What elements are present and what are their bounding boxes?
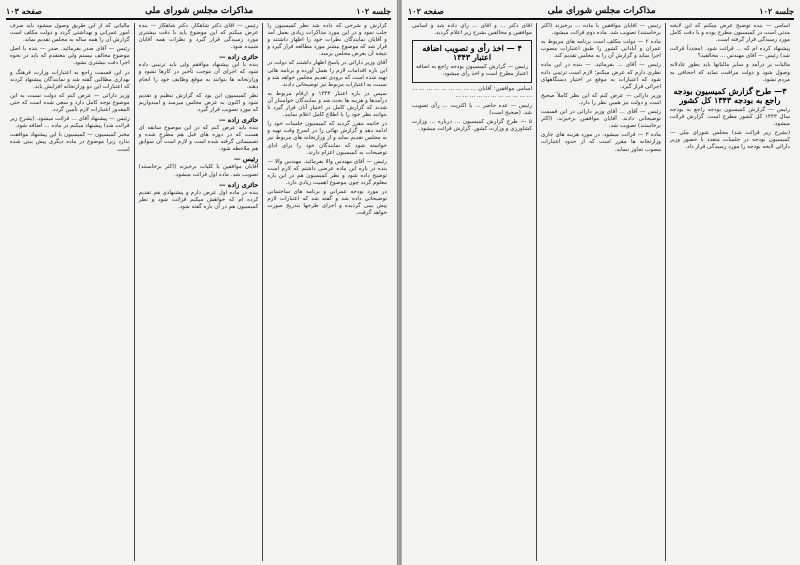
- paragraph: گزارش و شرحی که داده شد نظر کمیسیون را جلب نمود و در این مورد مذاکرات زیادی بعمل آمد و آقایان نمایندگان نظرات خود را اظهار داشتند و قرار شد که موضوع بیشتر مورد مطالعه قرار گیرد و نتیجه آن بعرض مجلس برسد.: [267, 23, 387, 58]
- paragraph: در این قسمت راجع به اعتبارات وزارت فرهنگ و بهداری مطالبی گفته شد و نمایندگان پیشنهاد کردند که اعتبارات این دو وزارتخانه افزایش یابد.: [9, 69, 130, 90]
- section-heading: ۴ — اخذ رأی و تصویب اضافه اعتبار ۱۳۴۳: [422, 43, 522, 63]
- paragraph: بنده در ماده اول عرض دارم و پیشنهادی هم تقدیم کرده ام که خواهش میکنم قرائت شود و نظر کمیسیون هم در آن باره گفته شود.: [138, 189, 259, 210]
- paragraph: بنده با این پیشنهاد موافقم ولی باید ترتیبی داده شود که اجرای آن موجب تأخیر در کارها نشود و وزارتخانه ها بتوانند به موقع وظایف خود را انجام دهند.: [138, 62, 259, 90]
- paragraph: آقایان موافقین با کلیات برخیزند (اکثر برخاستند) تصویب شد. ماده اول قرائت میشود.: [138, 164, 259, 178]
- text-column: [408, 23, 536, 561]
- paragraph: رئیس — گزارش کمیسیون بودجه راجع به بودجه سال ۱۳۴۳ کل کشور مطرح است. گزارش قرائت میشود.: [670, 106, 791, 127]
- speaker-name: رئیس —: [234, 155, 259, 164]
- paragraph: آقای وزیر دارائی در پاسخ اظهار داشتند که دولت در این باره اقدامات لازم را بعمل آورده و برنامه هائی تهیه شده است که بزودی تقدیم مجلس خواهد شد و نسبت به اعتبارات مربوط نیز توضیحاتی دادند.: [267, 60, 387, 88]
- paragraph: رئیس — آقای صدر بفرمائید. صدر — بنده با اصل موضوع مخالف نیستم ولی معتقدم که باید در نحوه اجرا دقت بیشتری بشود.: [9, 46, 130, 67]
- paragraph: سپس در باره اعتبار ۱۳۴۳ و ارقام مربوط به درآمدها و هزینه ها بحث شد و نمایندگان خواستار آن شدند که گزارش کامل در اختیار آنان قرار گیرد تا بتوانند نظر خود را با اطلاع کامل اعلام نمایند.: [267, 90, 387, 119]
- paragraph: پیشنهاد کرده ام که ... قرائت شود. (مجدداً قرائت شد) رئیس — آقای مهندس ... مخالفید؟: [670, 46, 790, 60]
- paragraph: رئیس — پیشنهاد آقای ... قرائت میشود. (بشرح زیر قرائت شد) پیشنهاد میکنم در ماده ... اضافه شود.: [9, 116, 130, 130]
- page-header: [408, 4, 794, 20]
- page-title: مذاکرات مجلس شورای ملی: [145, 6, 254, 16]
- page-number: صفحه ۱۰۳: [6, 6, 42, 16]
- paragraph: رئیس — آقایان موافقین با ماده ... برخیزند (اکثر برخاستند) تصویب شد. ماده دوم قرائت میشود.: [541, 23, 661, 37]
- page-number: صفحه ۱۰۲: [408, 6, 444, 16]
- boxed-section: [412, 40, 532, 83]
- page-header: [6, 4, 391, 20]
- paragraph: ماده ۲ — دولت مکلف است برنامه های مربوط به عمران و آبادانی کشور را طبق اعتبارات مصوب اجرا نماید و گزارش آن را به مجلس تقدیم کند.: [541, 39, 661, 60]
- paragraph: رئیس — آقای مهندس والا بفرمائید. مهندس والا — بنده در باره این ماده عرضی داشتم که لازم است توضیح داده شود و نظر کمیسیون هم در این باره معلوم گردد چون موضوع اهمیت زیادی دارد.: [267, 158, 387, 186]
- section-heading: ۳— طرح گزارش کمیسیون بودجه راجع به بودجه ۱۳۴۳ کل کشور: [673, 85, 787, 105]
- speaker-name: حائری زاده —: [219, 116, 259, 125]
- paragraph: ماده ۳ — قرائت میشود. در مورد هزینه های جاری وزارتخانه ها مقرر است که از حدود اعتبارات مصوب تجاوز ننماید.: [541, 132, 661, 153]
- paragraph: ۵ — طرح گزارش کمیسیون ... درباره ... وزارت کشاورزی و وزارت کشور. گزارش قرائت میشود.: [412, 118, 532, 132]
- right-page: [402, 0, 800, 565]
- paragraph: مالیات بر درآمد و سایر مالیاتها باید بطور عادلانه وصول شود و دولت مراقبت نماید که اجحافی به مردم نشود.: [670, 62, 790, 83]
- speaker-name: حائری زاده —: [219, 53, 259, 62]
- left-page: [0, 0, 398, 565]
- session-number: جلسه ۱۰۲: [759, 6, 794, 16]
- paragraph: بنده باید عرض کنم که در این موضوع سابقه ای هست که در دوره های قبل هم مطرح شده و تصمیماتی گرفته شده است و لازم است آن سوابق هم ملاحظه شود.: [138, 125, 259, 153]
- paragraph: رئیس — آقای ... آقای وزیر دارائی در این قسمت توضیحاتی دادند. آقایان موافقین برخیزند. (اکثر برخاستند) تصویب شد.: [541, 109, 661, 130]
- paragraph: اسامی موافقین: آقایان ... ... ... ... ... ... ... ... ... ... ... ... ... ... ... ... ... ... ... ...: [412, 86, 532, 100]
- paragraph: رئیس — عده حاضر ... با اکثریت ... رأی تصویب شد. (صحیح است): [412, 102, 532, 116]
- paragraph: در خاتمه مقرر گردید که کمیسیون جلسات خود را ادامه دهد و گزارش نهائی را در اسرع وقت تهیه و به مجلس تقدیم نماید و از وزارتخانه های مربوط نیز خواسته شود که نمایندگان خود را برای ادای توضیحات به کمیسیون اعزام دارند.: [267, 121, 387, 156]
- paragraph: وزیر دارائی — عرض کنم که دولت نسبت به این موضوع توجه کامل دارد و سعی شده است که حتی المقدور اعتبارات لازم تأمین گردد.: [9, 92, 130, 114]
- paragraph: (بشرح زیر قرائت شد) مجلس شورای ملی — کمیسیون بودجه در جلسات متعدد با حضور وزیر دارائی لایحه بودجه را مورد رسیدگی قرار داد.: [670, 130, 790, 151]
- text-columns: [6, 23, 391, 561]
- speaker-name: حائری زاده —: [219, 180, 259, 189]
- text-column: [665, 23, 794, 561]
- page-title: مذاکرات مجلس شورای ملی: [547, 6, 656, 16]
- text-column: [262, 23, 391, 561]
- paragraph: آقای دکتر ... و آقای ... رأی داده شد و اسامی موافقین و مخالفین بشرح زیر اعلام گردید.: [412, 23, 532, 37]
- text-column: [6, 23, 134, 561]
- paragraph: نظر کمیسیون این بود که گزارش تنظیم و تقدیم شود و اکنون به عرض مجلس میرسد و امیدواریم که مورد تصویب قرار گیرد.: [138, 92, 259, 113]
- paragraph: وزیر دارائی — عرض کنم که این نظر کاملاً صحیح است و دولت نیز همین نظر را دارد.: [541, 92, 661, 106]
- paragraph: مالیاتی که از این طریق وصول میشود باید صرف امور عمرانی و بهداشتی گردد و دولت مکلف است گزارش آن را همه ساله به مجلس تقدیم نماید.: [9, 23, 130, 44]
- text-column: [536, 23, 665, 561]
- paragraph: مخبر کمیسیون — کمیسیون با این پیشنهاد موافقت ندارد زیرا موضوع در ماده دیگری پیش بینی شده است.: [9, 132, 130, 153]
- paragraph: در مورد بودجه عمرانی و برنامه های ساختمانی توضیحاتی داده شد و گفته شد که اعتبارات لازم پیش بینی گردیده و اجرای طرحها بتدریج صورت خواهد گرفت.: [267, 189, 387, 217]
- text-columns: [408, 23, 794, 561]
- paragraph: رئیس — گزارش کمیسیون بودجه راجع به اضافه اعتبار مطرح است و اخذ رأی میشود.: [416, 64, 528, 78]
- session-number: جلسه ۱۰۲: [356, 6, 391, 16]
- paragraph: اسامی — بنده توضیح عرض میکنم که این لایحه مدتی است در کمیسیون مطرح بوده و با دقت کامل مورد رسیدگی قرار گرفته است.: [670, 23, 790, 44]
- paragraph: رئیس — آقای دکتر شاهکار. دکتر شاهکار — بنده عرض میکنم که این موضوع باید با دقت بیشتری مورد رسیدگی قرار گیرد و نظرات همه آقایان شنیده شود.: [138, 23, 259, 51]
- paragraph: رئیس — آقای ... بفرمائید. — بنده در این ماده نظری دارم که عرض میکنم؛ لازم است ترتیبی داده شود که اعتبارات به موقع در اختیار دستگاههای اجرائی قرار گیرد.: [541, 62, 661, 90]
- text-column: [134, 23, 263, 561]
